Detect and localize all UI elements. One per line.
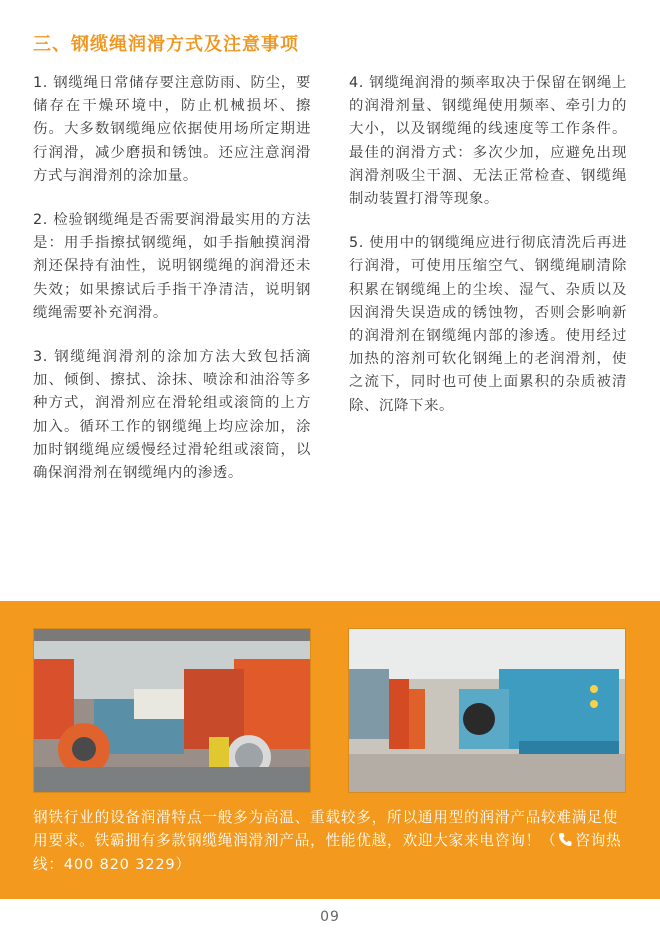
paragraph-1: 1. 钢缆绳日常储存要注意防雨、防尘，要储存在干燥环境中，防止机械损坏、擦伤。大多数钢缆绳应依据使用场所定期进行润滑，减少磨损和锈蚀。还应注意润滑方式与润滑剂的涂加量。 <box>33 75 311 184</box>
paragraph-3: 3. 钢缆绳润滑剂的涂加方法大致包括滴加、倾倒、擦拭、涂抹、喷涂和油浴等多种方式，润滑剂应在滑轮组或滚筒的上方加入。循环工作的钢缆绳上均应涂加，涂加时钢缆绳应缓慢经过滑轮组或滚筒，以确保润滑剂在钢缆绳内的渗透。 <box>33 349 311 482</box>
promo-band <box>0 601 660 899</box>
promo-text <box>33 807 629 877</box>
paragraph-4: 4. 钢缆绳润滑的频率取决于保留在钢绳上的润滑剂量、钢缆绳使用频率、牵引力的大小，以及钢缆绳的线速度等工作条件。最佳的润滑方式：多次少加，应避免出现润滑剂吸尘干涸、无法正常检查、钢缆绳制动装置打滑等现象。 <box>349 75 627 208</box>
paragraph-5: 5. 使用中的钢缆绳应进行彻底清洗后再进行润滑，可使用压缩空气、钢缆绳刷清除积累在钢缆绳上的尘埃、湿气、杂质以及因润滑失误造成的锈蚀物，否则会影响新的润滑剂在钢缆绳内部的渗透。使用经过加热的溶剂可软化钢绳上的老润滑剂，使之流下，同时也可使上面累积的杂质被清除、沉降下来。 <box>349 235 627 414</box>
paragraph-2: 2. 检验钢缆绳是否需要润滑最实用的方法是：用手指擦拭钢缆绳，如手指触摸润滑剂还保持有油性，说明钢缆绳的润滑还未失效；如果擦试后手指干净清洁，说明钢缆绳需要补充润滑。 <box>33 212 311 321</box>
page-number: 09 <box>320 909 340 925</box>
right-text-column <box>349 72 627 439</box>
hotline-text: 咨询热线：400 820 3229） <box>33 831 622 874</box>
factory-photo-left <box>33 628 311 793</box>
section-title: 三、钢缆绳润滑方式及注意事项 <box>33 34 299 55</box>
left-text-column <box>33 72 311 506</box>
factory-photo-right <box>348 628 626 793</box>
promo-body: 钢铁行业的设备润滑特点一般多为高温、重载较多，所以通用型的润滑产品较难满足使用要求。铁霸拥有多款钢缆绳润滑剂产品，性能优越，欢迎大家来电咨询！（ <box>33 809 618 849</box>
phone-icon <box>558 832 572 855</box>
